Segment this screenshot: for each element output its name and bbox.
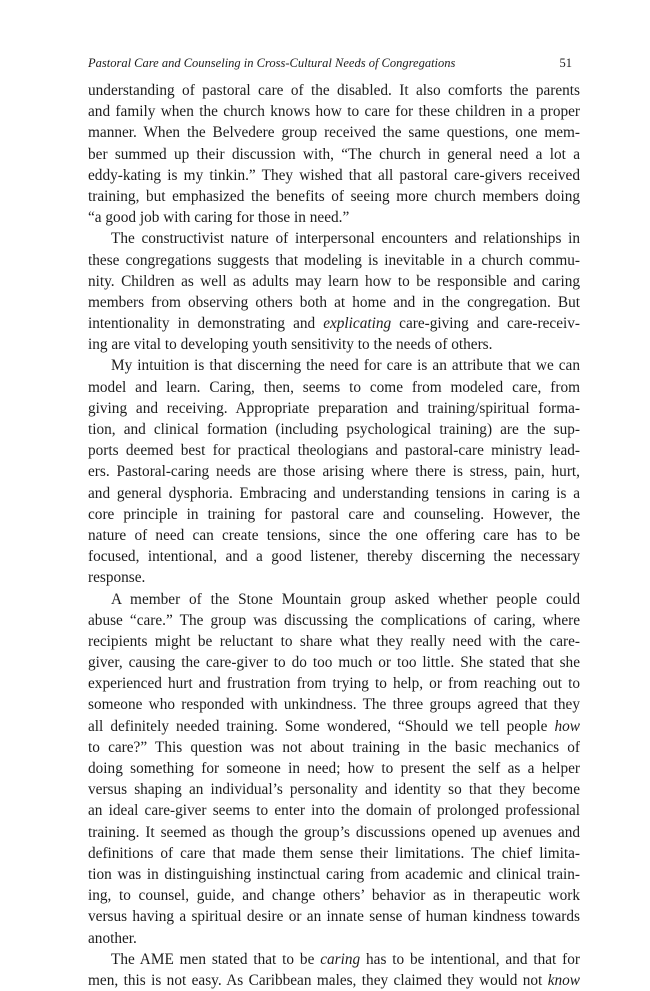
italic-text: caring — [320, 950, 361, 968]
line-text: all definitely needed training. Some wondered, “Should we tell people — [88, 717, 555, 735]
line-text: another. — [88, 929, 137, 947]
line-text: someone who responded with unkindness. The three groups agreed that they — [88, 696, 580, 714]
line-text: “a good job with caring for those in need.” — [88, 209, 350, 227]
text-line — [88, 949, 580, 970]
text-line — [88, 928, 580, 949]
line-text: ports deemed best for practical theologians and pastoral-care ministry lead- — [88, 442, 580, 460]
line-text: tion was in distinguishing instinctual caring from academic and clinical train- — [88, 865, 580, 883]
line-text: versus shaping an individual’s personality and identity so that they become — [88, 781, 580, 799]
line-text: The constructivist nature of interpersonal encounters and relationships in — [111, 230, 580, 248]
line-text: care-giving and care-receiv- — [391, 315, 580, 333]
line-text: members from observing others both at home and in the congregation. But — [88, 293, 580, 311]
text-line — [88, 631, 580, 652]
line-text: an ideal care-giver seems to enter into the domain of prolonged professional — [88, 802, 580, 820]
line-text: and family when the church knows how to care for these children in a proper — [88, 103, 580, 121]
text-line — [88, 398, 580, 419]
text-line — [88, 716, 580, 737]
line-text: tion, and clinical formation (including psychological training) are the sup- — [88, 421, 580, 438]
line-text: nature of need can create tensions, since the one offering care has to be — [88, 526, 580, 544]
text-line — [88, 186, 580, 207]
line-text: nity. Children as well as adults may learn how to be responsible and caring — [88, 272, 580, 290]
text-line — [88, 313, 580, 334]
text-line — [88, 228, 580, 249]
text-line — [88, 589, 580, 610]
line-text: these congregations suggests that modeling is inevitable in a church commu- — [88, 251, 580, 269]
text-line — [88, 610, 580, 631]
text-line — [88, 525, 580, 546]
italic-text: explicating — [323, 315, 392, 333]
text-line — [88, 207, 580, 228]
text-line — [88, 122, 580, 143]
text-line — [88, 546, 580, 567]
text-line — [88, 271, 580, 292]
running-title: Pastoral Care and Counseling in Cross-Cultural Needs of Congregations — [88, 56, 456, 70]
line-text: ing, to counsel, guide, and change others’ behavior as in therapeutic work — [88, 887, 580, 905]
text-line — [88, 334, 580, 355]
text-line — [88, 737, 580, 758]
line-text: core principle in training for pastoral care and counseling. However, the — [88, 505, 580, 523]
text-line — [88, 758, 580, 779]
text-line — [88, 504, 580, 525]
text-line — [88, 652, 580, 673]
text-line — [88, 483, 580, 504]
line-text: intentionality in demonstrating and — [88, 315, 324, 333]
line-text: to care?” This question was not about training in the basic mechanics of — [88, 738, 580, 756]
text-line — [88, 461, 580, 482]
line-text: training, but emphasized the benefits of seeing more church members doing — [88, 187, 580, 205]
line-text: The AME men stated that to be — [111, 950, 321, 968]
line-text: manner. When the Belvedere group received the same questions, one mem- — [88, 124, 580, 142]
text-line — [88, 822, 580, 843]
line-text: understanding of pastoral care of the disabled. It also comforts the parents — [88, 82, 580, 99]
text-line — [88, 250, 580, 271]
text-line — [88, 970, 580, 991]
text-line — [88, 885, 580, 906]
text-line — [88, 355, 580, 376]
text-line — [88, 165, 580, 186]
line-text: definitions of care that made them sense their limitations. The chief limita- — [88, 844, 580, 862]
line-text: abuse “care.” The group was discussing the complications of caring, where — [88, 611, 580, 629]
page-number: 51 — [559, 56, 572, 70]
line-text: recipients might be reluctant to share what they really need with the care- — [88, 632, 580, 650]
line-text: A member of the Stone Mountain group asked whether people could — [111, 590, 580, 608]
line-text: giving and receiving. Appropriate preparation and training/spiritual forma- — [88, 399, 580, 417]
text-line — [88, 673, 580, 694]
italic-text: know — [547, 971, 580, 989]
line-text: doing something for someone in need; how to present the self as a helper — [88, 760, 580, 777]
text-line — [88, 101, 580, 122]
line-text: ber summed up their discussion with, “The church in general need a lot a — [88, 145, 580, 163]
body-text — [88, 80, 580, 991]
line-text: focused, intentional, and a good listener, thereby discerning the necessary — [88, 548, 580, 566]
line-text: giver, causing the care-giver to do too much or too little. She stated that she — [88, 654, 580, 672]
line-text: versus having a spiritual desire or an innate sense of human kindness towards — [88, 908, 580, 926]
line-text: training. It seemed as though the group’s discussions opened up avenues and — [88, 823, 580, 841]
line-text: ers. Pastoral-caring needs are those arising where there is stress, pain, hurt, — [88, 463, 580, 481]
line-text: model and learn. Caring, then, seems to come from modeled care, from — [88, 378, 580, 396]
line-text: and general dysphoria. Embracing and understanding tensions in caring is a — [88, 484, 580, 502]
line-text: response. — [88, 569, 146, 587]
text-line — [88, 144, 580, 165]
line-text: My intuition is that discerning the need for care is an attribute that we can — [111, 357, 580, 375]
text-line — [88, 440, 580, 461]
text-line — [88, 864, 580, 885]
text-line — [88, 292, 580, 313]
text-line — [88, 800, 580, 821]
italic-text: how — [554, 717, 580, 735]
text-line — [88, 377, 580, 398]
text-line — [88, 80, 580, 101]
text-line — [88, 779, 580, 800]
text-line — [88, 567, 580, 588]
line-text: eddy-kating is my tinkin.” They wished that all pastoral care-givers received — [88, 166, 580, 184]
running-head — [88, 56, 572, 71]
text-line — [88, 843, 580, 864]
line-text: men, this is not easy. As Caribbean males, they claimed they would not — [88, 971, 548, 989]
text-line — [88, 906, 580, 927]
line-text: experienced hurt and frustration from trying to help, or from reaching out to — [88, 675, 580, 693]
line-text: has to be intentional, and that for — [360, 950, 580, 968]
line-text: ing are vital to developing youth sensitivity to the needs of others. — [88, 336, 493, 354]
text-line — [88, 694, 580, 715]
text-line — [88, 419, 580, 440]
